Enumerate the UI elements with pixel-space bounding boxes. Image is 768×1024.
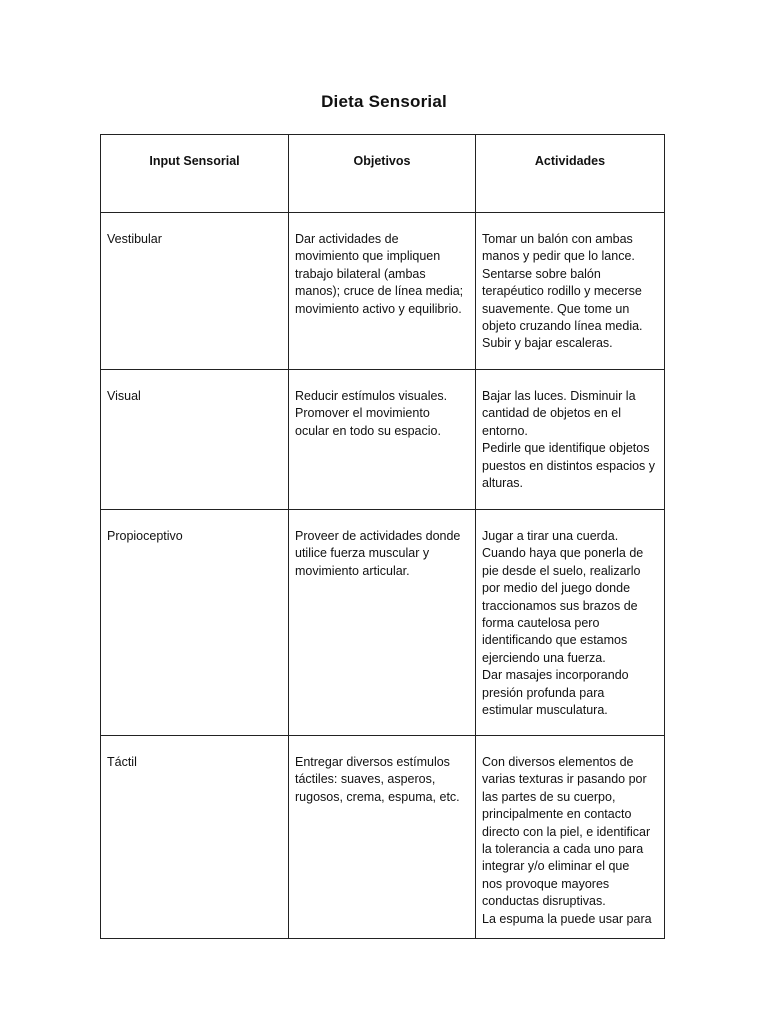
actividades-cell	[476, 213, 665, 370]
table-row	[101, 736, 665, 939]
actividades-text: Jugar a tirar una cuerda. Cuando haya que ponerla de pie desde el suelo, realizarlo por medio del juego donde traccionamos sus brazos de forma cautelosa pero identificando que estamos ejerciendo una fuerza. Dar masajes incorporando presión profunda para estimular musculatura.	[482, 529, 644, 718]
header-actividades: Actividades	[476, 135, 665, 213]
objetivos-text: Proveer de actividades donde utilice fuerza muscular y movimiento articular.	[295, 529, 461, 578]
input-label: Visual	[107, 389, 141, 403]
objetivos-text: Entregar diversos estímulos táctiles: suaves, asperos, rugosos, crema, espuma, etc.	[295, 755, 460, 804]
input-label: Táctil	[107, 755, 137, 769]
input-cell	[101, 370, 289, 510]
input-cell	[101, 213, 289, 370]
table-row	[101, 370, 665, 510]
input-cell	[101, 510, 289, 736]
input-label: Vestibular	[107, 232, 162, 246]
input-label: Propioceptivo	[107, 529, 183, 543]
page-title: Dieta Sensorial	[321, 92, 447, 111]
objetivos-cell	[289, 736, 476, 939]
header-objetivos: Objetivos	[289, 135, 476, 213]
header-input-sensorial: Input Sensorial	[101, 135, 289, 213]
table-row	[101, 510, 665, 736]
actividades-text: Tomar un balón con ambas manos y pedir que lo lance. Sentarse sobre balón terapéutico rodillo y mecerse suavemente. Que tome un objeto cruzando línea media. Subir y bajar escaleras.	[482, 232, 643, 351]
input-cell	[101, 736, 289, 939]
objetivos-text: Reducir estímulos visuales. Promover el movimiento ocular en todo su espacio.	[295, 389, 448, 438]
actividades-cell	[476, 736, 665, 939]
objetivos-text: Dar actividades de movimiento que impliquen trabajo bilateral (ambas manos); cruce de línea media; movimiento activo y equilibrio.	[295, 232, 464, 316]
table-row	[101, 213, 665, 370]
table-header-row	[101, 135, 665, 213]
sensory-diet-table	[100, 134, 665, 939]
actividades-cell	[476, 370, 665, 510]
actividades-cell	[476, 510, 665, 736]
objetivos-cell	[289, 370, 476, 510]
actividades-text: Con diversos elementos de varias texturas ir pasando por las partes de su cuerpo, principalmente en contacto directo con la piel, e identificar la tolerancia a cada uno para integrar y/o eliminar el que nos provoque mayores conductas disruptivas. La espuma la puede usar para	[482, 755, 652, 926]
actividades-text: Bajar las luces. Disminuir la cantidad de objetos en el entorno. Pedirle que identifique objetos puestos en distintos espacios y alturas.	[482, 389, 656, 491]
objetivos-cell	[289, 510, 476, 736]
objetivos-cell	[289, 213, 476, 370]
